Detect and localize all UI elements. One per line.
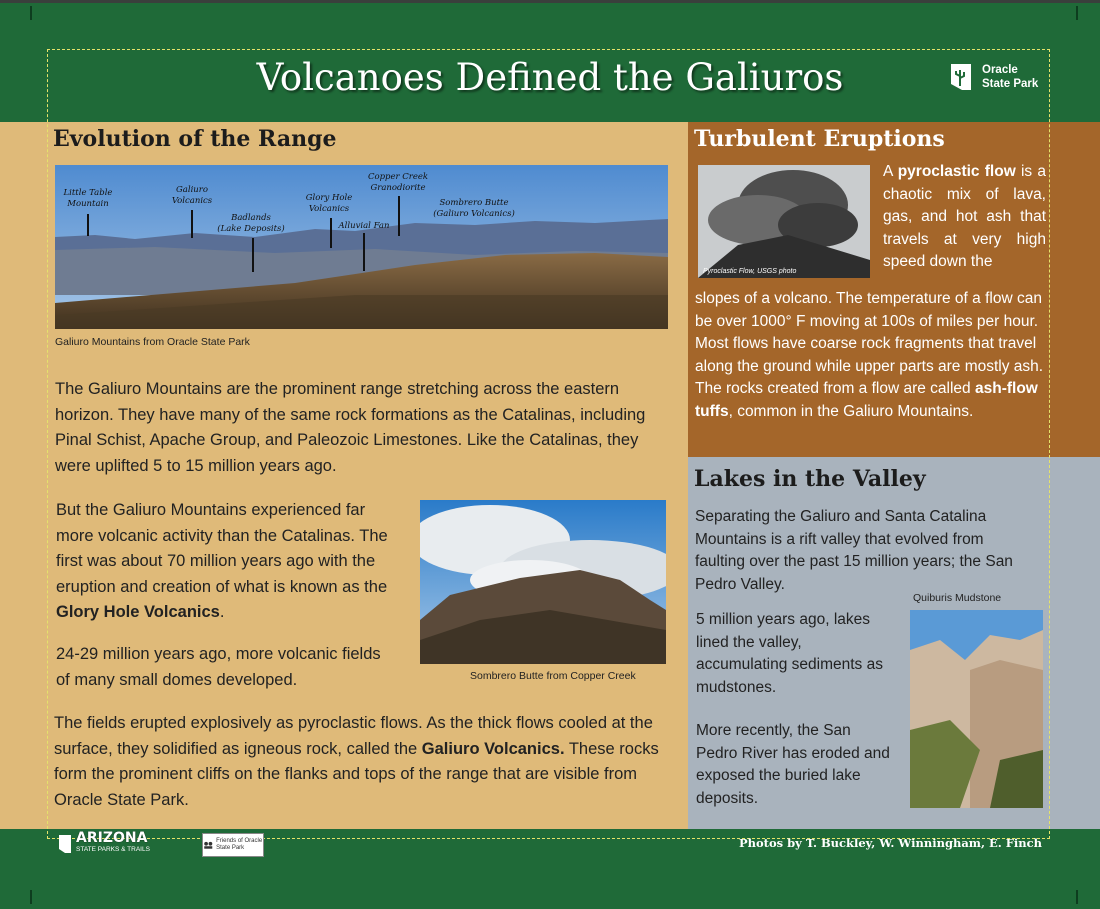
arizona-outline-icon (58, 834, 72, 854)
friends-text: Friends of Oracle State Park (216, 838, 263, 851)
lakes-paragraph-2: 5 million years ago, lakes lined the valley, accumulating sediments as mudstones. (696, 611, 883, 696)
panorama-caption: Galiuro Mountains from Oracle State Park (55, 336, 250, 348)
arizona-subtext: STATE PARKS & TRAILS (76, 846, 150, 853)
evolution-paragraph-2: But the Galiuro Mountains experienced far more volcanic activity than the Catalinas. The first was about 70 million years ago with the eruption and creation of what is known as the Glory Hole Volcanics. (56, 501, 388, 621)
pointer-line (87, 214, 89, 236)
eruptions-heading: Turbulent Eruptions (694, 126, 945, 152)
logo-line1: Oracle (982, 64, 1018, 76)
pointer-line (363, 233, 365, 271)
quiburis-mudstone-photo (910, 610, 1043, 808)
arizona-state-icon (948, 62, 974, 92)
label-badlands: Badlands (Lake Deposits) (217, 213, 285, 234)
pyroclastic-photo-caption: Pyroclastic Flow, USGS photo (703, 268, 797, 275)
arizona-state-parks-logo (58, 830, 150, 855)
label-sombrero-butte: Sombrero Butte (Galiuro Volcanics) (433, 198, 515, 219)
mudstone-caption: Quiburis Mudstone (913, 592, 1002, 604)
label-copper-creek: Copper Creek Granodiorite (367, 172, 429, 193)
label-galiuro-volcanics: Galiuro Volcanics (171, 185, 213, 206)
lakes-paragraph-3: More recently, the San Pedro River has eroded and exposed the buried lake deposits. (696, 722, 890, 807)
lakes-paragraph-1: Separating the Galiuro and Santa Catalina Mountains is a rift valley that evolved from faulting over the past 15 million years; the San Pedro Valley. (695, 508, 1013, 593)
label-glory-hole: Glory Hole Volcanics (305, 193, 353, 214)
top-border (0, 0, 1100, 3)
label-little-table: Little Table Mountain (63, 188, 113, 209)
eruptions-paragraph-top: A pyroclastic flow is a chaotic mix of lava, gas, and hot ash that travels at very high speed down the (883, 163, 1046, 270)
sign-title: Volcanoes Defined the Galiuros (256, 56, 844, 99)
pyroclastic-flow-photo (698, 165, 870, 278)
butte-caption: Sombrero Butte from Copper Creek (470, 670, 636, 682)
friends-of-oracle-logo (202, 833, 264, 857)
evolution-heading: Evolution of the Range (53, 126, 337, 152)
label-alluvial-fan: Alluvial Fan (338, 221, 390, 231)
pointer-line (398, 196, 400, 236)
oracle-state-park-logo (948, 62, 1038, 92)
arizona-wordmark: ARIZONA (76, 830, 148, 846)
pointer-line (330, 218, 332, 248)
sombrero-butte-photo (420, 500, 666, 664)
friends-group-icon (203, 838, 214, 852)
lakes-heading: Lakes in the Valley (694, 466, 926, 492)
pointer-line (191, 210, 193, 238)
photo-credits: Photos by T. Buckley, W. Winningham, E. Finch (739, 836, 1042, 850)
eruptions-paragraph-bottom: slopes of a volcano. The temperature of a flow can be over 1000° F moving at 100s of miles per hour. Most flows have coarse rock fragments that travel along the ground while upper parts are mostly ash. The rocks created from a flow are called ash-flow tuffs, common in the Galiuro Mountains. (695, 290, 1044, 420)
evolution-paragraph-3: 24-29 million years ago, more volcanic fields of many small domes developed. (56, 645, 381, 689)
evolution-paragraph-1: The Galiuro Mountains are the prominent range stretching across the eastern horizon. They have many of the same rock formations as the Catalinas, including Pinal Schist, Apache Group, and Paleozoic Limestones. Like the Catalinas, they were uplifted 5 to 15 million years ago. (55, 380, 646, 475)
pointer-line (252, 238, 254, 272)
evolution-paragraph-4: The fields erupted explosively as pyroclastic flows. As the thick flows cooled at the surface, they solidified as igneous rock, called the Galiuro Volcanics. These rocks form the prominent cliffs on the flanks and tops of the range that are visible from Oracle State Park. (54, 714, 659, 809)
logo-line2: State Park (982, 78, 1039, 90)
